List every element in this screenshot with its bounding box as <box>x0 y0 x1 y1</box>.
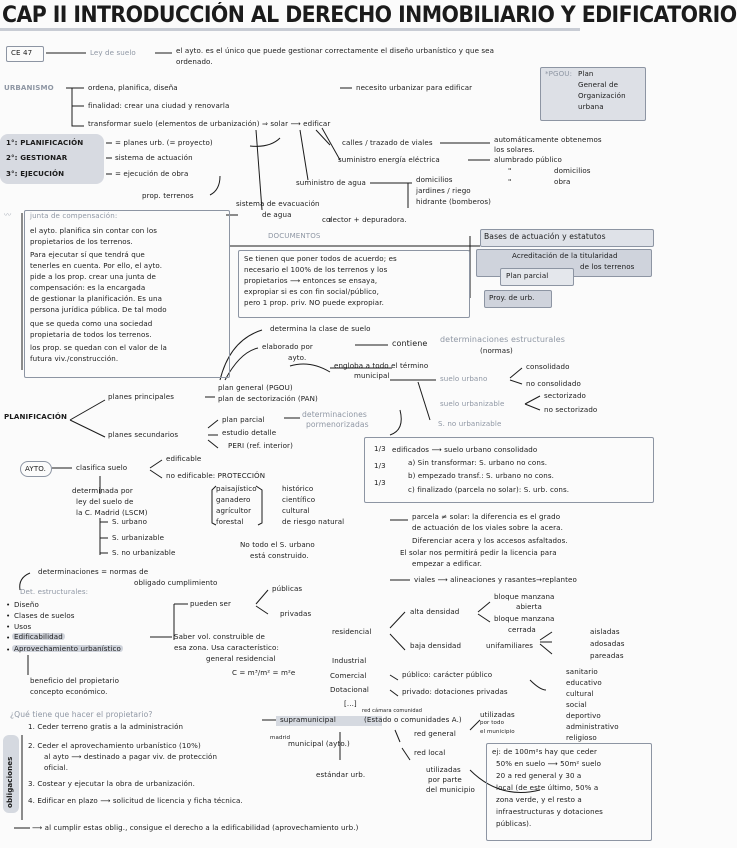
prot-5: histórico <box>282 484 314 493</box>
elaborado-ayto: ayto. <box>288 353 307 362</box>
obligaciones-label: obligaciones <box>5 756 14 808</box>
pareadas: pareadas <box>590 651 624 660</box>
dot-3: cultural <box>566 689 594 698</box>
obl-1: 1. Ceder terreno gratis a la administración <box>28 722 184 731</box>
acreditacion-1: Acreditación de la titularidad <box>512 251 618 260</box>
contiene: contiene <box>392 339 428 348</box>
de-agua: de agua <box>262 210 292 219</box>
no-consolidado: no consolidado <box>526 379 581 388</box>
doc-text-5: pero 1 prop. priv. NO puede expropiar. <box>244 298 384 307</box>
util-loc-1: utilizadas <box>426 765 461 774</box>
edificados-line-2: a) Sin transformar: S. urbano no cons. <box>408 458 548 467</box>
junta-line-10: propietaria de todos los terrenos. <box>30 330 152 339</box>
estandar-urb: estándar urb. <box>316 770 366 779</box>
junta-line-12: futura viv./construcción. <box>30 354 119 363</box>
dot-2: educativo <box>566 678 602 687</box>
pgou-line-4: urbana <box>578 102 604 111</box>
ej-7: públicas). <box>496 819 532 828</box>
necesito-urbanizar: necesito urbanizar para edificar <box>356 83 473 92</box>
beneficio-2: concepto económico. <box>30 687 108 696</box>
junta-line-8: persona jurídica pública. De tal modo <box>30 305 167 314</box>
fase-gestionar: 2°: GESTIONAR <box>6 153 68 162</box>
junta-title: junta de compensación: <box>30 211 118 220</box>
urbanismo-item-2: finalidad: crear una ciudad y renovarla <box>88 101 230 110</box>
clasifica-suelo: clasifica suelo <box>76 463 128 472</box>
parcela-3: Diferenciar acera y los accesos asfaltados. <box>412 536 568 545</box>
prot-6: científico <box>282 495 316 504</box>
util-gen-2: por todo <box>480 720 505 726</box>
ej-1: ej: de 100m²s hay que ceder <box>492 747 598 756</box>
alta-densidad: alta densidad <box>410 607 460 616</box>
bases-actuacion: Bases de actuación y estatutos <box>484 232 606 241</box>
elaborado-por: elaborado por <box>262 342 313 351</box>
det-item-2: Clases de suelos <box>14 611 75 620</box>
fase-planificacion: 1°: PLANIFICACIÓN <box>6 138 84 147</box>
ley-suelo: Ley de suelo <box>90 48 136 57</box>
suministro-agua: suministro de agua <box>296 178 366 187</box>
aisladas: aisladas <box>590 627 620 636</box>
util-gen-1: utilizadas <box>480 710 515 719</box>
ce47-text-2: ordenado. <box>176 57 213 66</box>
page-title: CAP II INTRODUCCIÓN AL DERECHO INMOBILIARIO Y EDIFICATORIO <box>2 3 737 28</box>
final-derecho: ⟶ al cumplir estas oblig., consigue el derecho a la edificabilidad (aprovechamiento urb.) <box>32 823 359 832</box>
det-pormenorizadas-2: pormenorizadas <box>306 420 369 429</box>
det-item-3: Usos <box>14 622 32 631</box>
determinada-3: la C. Madrid (LSCM) <box>76 508 148 517</box>
ej-2: 50% en suelo ⟶ 50m² suelo <box>496 759 602 768</box>
ej-5: zona verde, y el resto a <box>496 795 582 804</box>
determinada-2: ley del suelo de <box>76 497 134 506</box>
calles-viales: calles / trazado de viales <box>342 138 433 147</box>
det-estr-label: Det. estructurales: <box>20 587 89 596</box>
junta-line-7: de gestionar la planificación. Es una <box>30 294 163 303</box>
planificacion-label: PLANIFICACIÓN <box>4 412 68 421</box>
adosadas: adosadas <box>590 639 625 648</box>
cerrada: cerrada <box>508 625 536 634</box>
dot-4: social <box>566 700 587 709</box>
colector: colector + depuradora. <box>322 215 407 224</box>
residencial: residencial <box>332 627 372 636</box>
ditto-2: " <box>508 177 512 186</box>
red-local: red local <box>414 748 446 757</box>
doc-text-4: expropiar si es con fin social/público, <box>244 287 379 296</box>
prot-2: ganadero <box>216 495 251 504</box>
parcela-1: parcela ≠ solar: la diferencia es el grado <box>412 512 561 521</box>
edificados-line-3: b) empezado transf.: S. urbano no cons. <box>408 471 554 480</box>
util-loc-2: por parte <box>428 775 462 784</box>
alumbrado: alumbrado público <box>494 155 562 164</box>
det-item-bullet-5: • <box>6 645 11 654</box>
util-loc-3: del municipio <box>426 785 475 794</box>
proy-urb: Proy. de urb. <box>489 293 535 302</box>
documentos-title: DOCUMENTOS <box>268 231 321 240</box>
plan-parcial-doc: Plan parcial <box>506 271 549 280</box>
sistema-actuacion: sistema de actuación <box>115 153 193 162</box>
dotacional: Dotacional <box>330 685 369 694</box>
plan-sectorizacion: plan de sectorización (PAN) <box>218 394 318 403</box>
propietario-question: ¿Qué tiene que hacer el propietario? <box>10 710 153 719</box>
no-todo-2: está construido. <box>250 551 309 560</box>
red-general: red general <box>414 729 456 738</box>
det-item-5: Aprovechamiento urbanístico <box>14 644 121 653</box>
suelo-urbanizable: suelo urbanizable <box>440 399 505 408</box>
obl-3: 3. Costear y ejecutar la obra de urbanización. <box>28 779 195 788</box>
dot-5: deportivo <box>566 711 601 720</box>
ej-6: infraestructuras y dotaciones <box>496 807 603 816</box>
junta-line-1: el ayto. planifica sin contar con los <box>30 226 158 235</box>
automaticamente: automáticamente obtenemos <box>494 135 602 144</box>
bloque-manzana-cerrada: bloque manzana <box>494 614 555 623</box>
edificados-line-4: c) finalizado (parcela no solar): S. urb. cons. <box>408 485 570 494</box>
no-urbanizable: S. no urbanizable <box>438 419 502 428</box>
junta-line-4: tenerles en cuenta. Por ello, el ayto. <box>30 261 163 270</box>
pgou-line-1: Plan <box>578 69 594 78</box>
municipal: municipal (ayto.) <box>288 739 350 748</box>
prot-7: cultural <box>282 506 310 515</box>
obra-right: obra <box>554 177 571 186</box>
determina-clase: determina la clase de suelo <box>270 324 371 333</box>
plan-parcial: plan parcial <box>222 415 265 424</box>
parcela-2: de actuación de los viales sobre la acera. <box>412 523 563 532</box>
saber-1: Saber vol. construible de <box>174 632 265 641</box>
ejecucion-obra: = ejecución de obra <box>115 169 189 178</box>
abierta: abierta <box>516 602 542 611</box>
plan-general: plan general (PGOU) <box>218 383 293 392</box>
prot-1: paisajístico <box>216 484 257 493</box>
no-sectorizado: no sectorizado <box>544 405 598 414</box>
pgou-line-3: Organización <box>578 91 626 100</box>
det-item-bullet-2: • <box>6 611 11 620</box>
planes-secundarios: planes secundarios <box>108 430 179 439</box>
ej-3: 20 a red general y 30 a <box>496 771 582 780</box>
s-urbanizable: S. urbanizable <box>112 533 165 542</box>
ayto-label: AYTO. <box>25 464 47 473</box>
publico: público: carácter público <box>402 670 493 679</box>
fase-ejecucion: 3°: EJECUCIÓN <box>6 169 65 178</box>
edificable: edificable <box>166 454 202 463</box>
prop-terrenos: prop. terrenos <box>142 191 194 200</box>
det-normas-1: determinaciones = normas de <box>38 567 149 576</box>
baja-densidad: baja densidad <box>410 641 462 650</box>
parcela-5: empezar a edificar. <box>412 559 482 568</box>
det-item-bullet-1: • <box>6 600 11 609</box>
suelo-urbano: suelo urbano <box>440 374 488 383</box>
doc-text-3: propietarios ⟶ entonces se ensaya, <box>244 276 378 285</box>
domicilios-right: domicilios <box>554 166 591 175</box>
agua-hidrante: hidrante (bomberos) <box>416 197 491 206</box>
red-camara: red cámara comunidad <box>362 708 423 714</box>
engloba-municipal: municipal <box>354 371 390 380</box>
comercial: Comercial <box>330 671 367 680</box>
beneficio-1: beneficio del propietario <box>30 676 120 685</box>
usos-etc: [...] <box>344 699 357 708</box>
obl-4: 4. Edificar en plazo ⟶ solicitud de licencia y ficha técnica. <box>28 796 243 805</box>
pueden-ser: pueden ser <box>190 599 231 608</box>
determinada-1: determinada por <box>72 486 133 495</box>
junta-line-9: que se queda como una sociedad <box>30 319 153 328</box>
det-pormenorizadas-1: determinaciones <box>302 410 367 419</box>
industrial: Industrial <box>332 656 367 665</box>
det-estructurales-normas: determinaciones estructurales <box>440 335 566 344</box>
pgou-star: *PGOU: <box>545 69 573 78</box>
dot-6: administrativo <box>566 722 619 731</box>
doc-text-2: necesario el 100% de los terrenos y los <box>244 265 388 274</box>
det-item-4: Edificabilidad <box>14 632 63 641</box>
normas: (normas) <box>480 346 513 355</box>
formula: C = m³/m² = m²e <box>232 668 296 677</box>
s-no-urbanizable: S. no urbanizable <box>112 548 176 557</box>
parcela-4: El solar nos permitirá pedir la licencia para <box>400 548 557 557</box>
doc-text-1: Se tienen que poner todos de acuerdo; es <box>244 254 397 263</box>
unifamiliares: unifamiliares <box>486 641 534 650</box>
ej-4: local (de este último, 50% a <box>496 783 599 792</box>
urbanismo-label: URBANISMO <box>4 83 54 92</box>
junta-line-11: los prop. se quedan con el valor de la <box>30 343 168 352</box>
privadas: privadas <box>280 609 312 618</box>
engloba: engloba a todo el término <box>334 361 429 370</box>
no-todo-1: No todo el S. urbano <box>240 540 315 549</box>
title-underline <box>0 28 580 31</box>
no-edificable: no edificable: PROTECCIÓN <box>166 471 266 480</box>
sectorizado: sectorizado <box>544 391 586 400</box>
prot-4: forestal <box>216 517 244 526</box>
dot-7: religioso <box>566 733 597 742</box>
planes-urb: = planes urb. (= proyecto) <box>115 138 213 147</box>
det-item-bullet-3: • <box>6 622 11 631</box>
supramunicipal: supramunicipal <box>280 715 336 724</box>
suministro-electrico: suministro energía eléctrica <box>338 155 440 164</box>
det-item-bullet-4: • <box>6 633 11 642</box>
ditto-1: " <box>508 166 512 175</box>
obl-2: 2. Ceder el aprovechamiento urbanístico (10%) <box>28 741 201 750</box>
fraction-2: 1/3 <box>374 461 386 470</box>
sistema-evacuacion: sistema de evacuación <box>236 199 320 208</box>
util-gen-3: el municipio <box>480 729 515 735</box>
junta-line-3: Para ejecutar sí que tendrá que <box>30 250 145 259</box>
ce47-text-1: el ayto. es el único que puede gestionar correctamente el diseño urbanístico y que sea <box>176 46 495 55</box>
agua-jardines: jardines / riego <box>416 186 471 195</box>
los-solares: los solares. <box>494 145 535 154</box>
estudio-detalle: estudio detalle <box>222 428 277 437</box>
fraction-3: 1/3 <box>374 478 386 487</box>
pgou-line-2: General de <box>578 80 619 89</box>
bloque-manzana-abierta: bloque manzana <box>494 592 555 601</box>
estado-ca: (Estado o comunidades A.) <box>364 715 462 724</box>
saber-2: esa zona. Usa característico: <box>174 643 279 652</box>
acreditacion-2: de los terrenos <box>580 262 635 271</box>
junta-line-2: propietarios de los terrenos. <box>30 237 133 246</box>
junta-wave-icon: 〰 <box>4 210 12 219</box>
prot-8: de riesgo natural <box>282 517 345 526</box>
madrid: madrid <box>270 735 291 741</box>
peri: PERI (ref. interior) <box>228 441 293 450</box>
edificados-line-1: edificados ⟶ suelo urbano consolidado <box>392 445 538 454</box>
saber-3: general residencial <box>206 654 276 663</box>
det-item-1: Diseño <box>14 600 39 609</box>
det-normas-2: obligado cumplimiento <box>134 578 218 587</box>
junta-line-5: pide a los prop. crear una junta de <box>30 272 156 281</box>
ce47-label: CE 47 <box>11 48 33 57</box>
prot-3: agrícultor <box>216 506 252 515</box>
agua-domicilios: domicilios <box>416 175 453 184</box>
urbanismo-item-1: ordena, planifica, diseña <box>88 83 178 92</box>
consolidado: consolidado <box>526 362 570 371</box>
fraction-1: 1/3 <box>374 444 386 453</box>
obl-2b: al ayto ⟶ destinado a pagar viv. de protección <box>44 752 218 761</box>
s-urbano: S. urbano <box>112 517 148 526</box>
obl-2c: oficial. <box>44 763 69 772</box>
urbanismo-item-3: transformar suelo (elementos de urbanización) ⇒ solar ⟶ edificar <box>88 119 331 128</box>
junta-line-6: compensación: es la encargada <box>30 283 146 292</box>
planes-principales: planes principales <box>108 392 175 401</box>
privado: privado: dotaciones privadas <box>402 687 508 696</box>
dot-1: sanitario <box>566 667 598 676</box>
publicas: públicas <box>272 584 303 593</box>
viales: viales ⟶ alineaciones y rasantes→replanteo <box>414 575 577 584</box>
